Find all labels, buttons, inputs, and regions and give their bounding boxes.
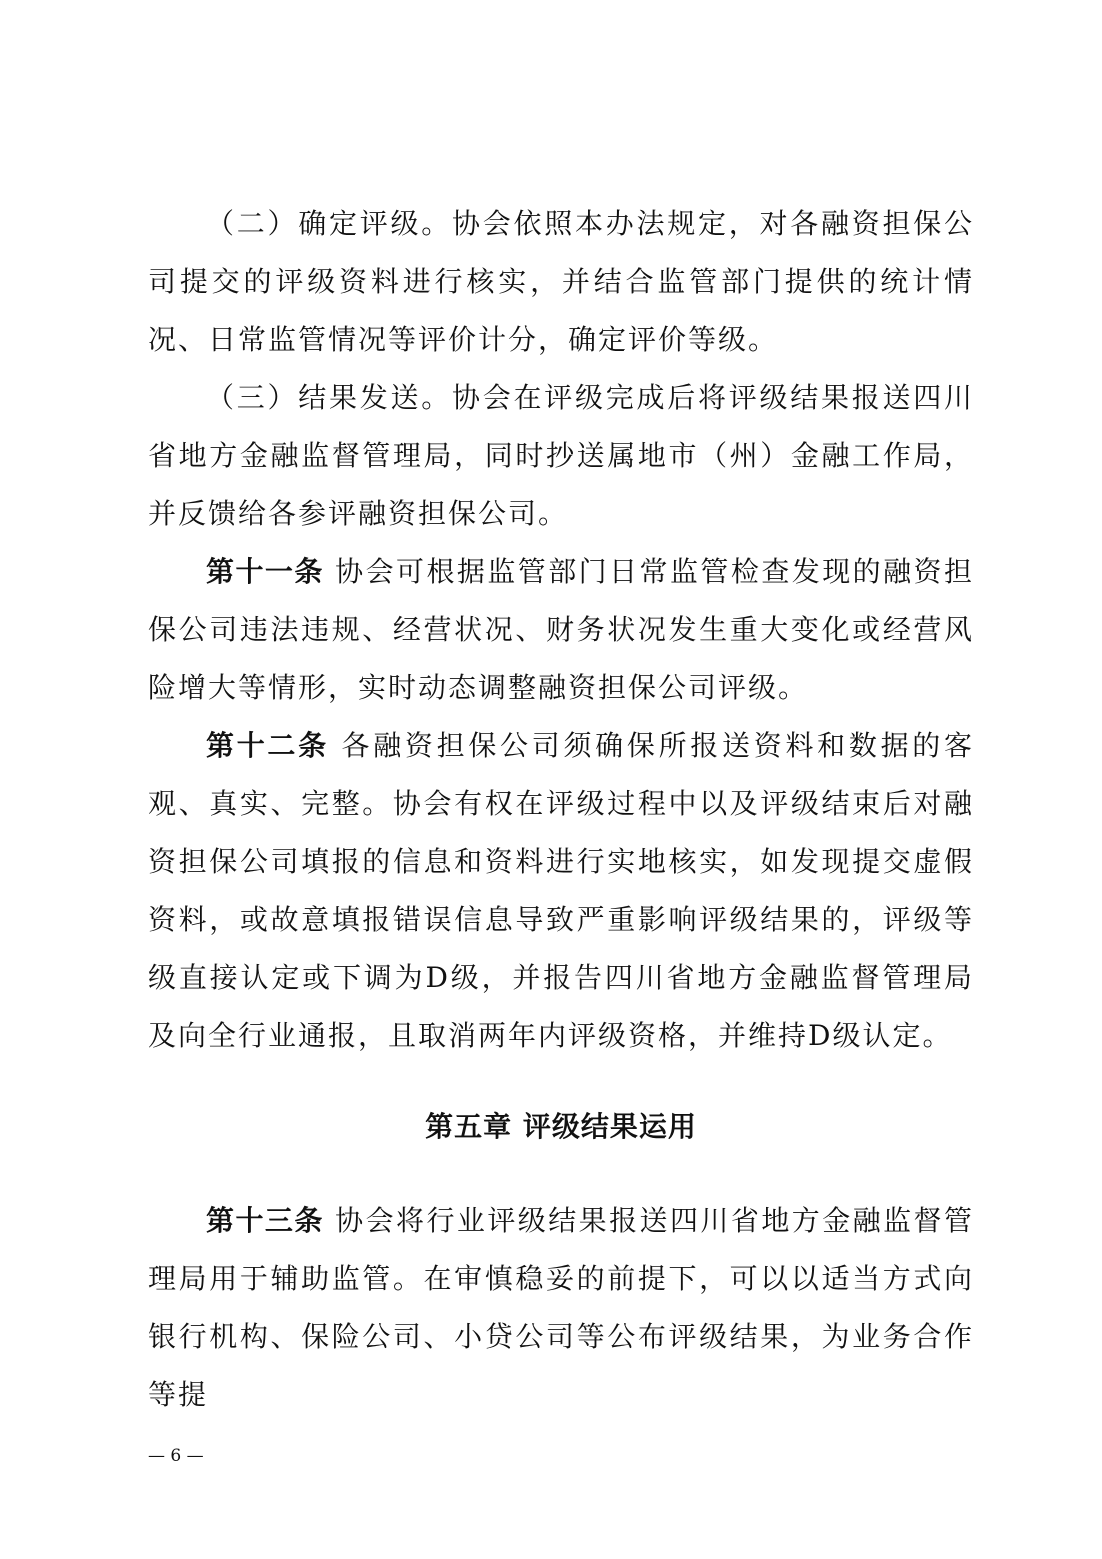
article-13 xyxy=(148,1192,974,1424)
paragraph-text: （三）结果发送。协会在评级完成后将评级结果报送四川省地方金融监督管理局，同时抄送属地市（州）金融工作局，并反馈给各参评融资担保公司。 xyxy=(148,381,974,530)
article-text: 协会将行业评级结果报送四川省地方金融监督管理局用于辅助监管。在审慎稳妥的前提下，可以以适当方式向银行机构、保险公司、小贷公司等公布评级结果，为业务合作等提 xyxy=(148,1204,974,1411)
article-11 xyxy=(148,543,974,717)
article-label: 第十三条 xyxy=(206,1204,324,1237)
article-label: 第十二条 xyxy=(206,729,329,762)
article-text: 各融资担保公司须确保所报送资料和数据的客观、真实、完整。协会有权在评级过程中以及评级结束后对融资担保公司填报的信息和资料进行实地核实，如发现提交虚假资料，或故意填报错误信息导致严重影响评级结果的，评级等级直接认定或下调为D级，并报告四川省地方金融监督管理局及向全行业通报，且取消两年内评级资格，并维持D级认定。 xyxy=(148,729,974,1052)
paragraph-determine-rating xyxy=(148,195,974,369)
chapter-heading: 第五章 评级结果运用 xyxy=(425,1110,697,1143)
article-12 xyxy=(148,717,974,1065)
article-label: 第十一条 xyxy=(206,555,324,588)
article-text: 协会可根据监管部门日常监管检查发现的融资担保公司违法违规、经营状况、财务状况发生重大变化或经营风险增大等情形，实时动态调整融资担保公司评级。 xyxy=(148,555,974,704)
paragraph-text: （二）确定评级。协会依照本办法规定，对各融资担保公司提交的评级资料进行核实，并结合监管部门提供的统计情况、日常监管情况等评价计分，确定评价等级。 xyxy=(148,207,974,356)
paragraph-result-sending xyxy=(148,369,974,543)
page-number: — 6 — xyxy=(148,1446,204,1466)
document-body xyxy=(148,195,974,1424)
